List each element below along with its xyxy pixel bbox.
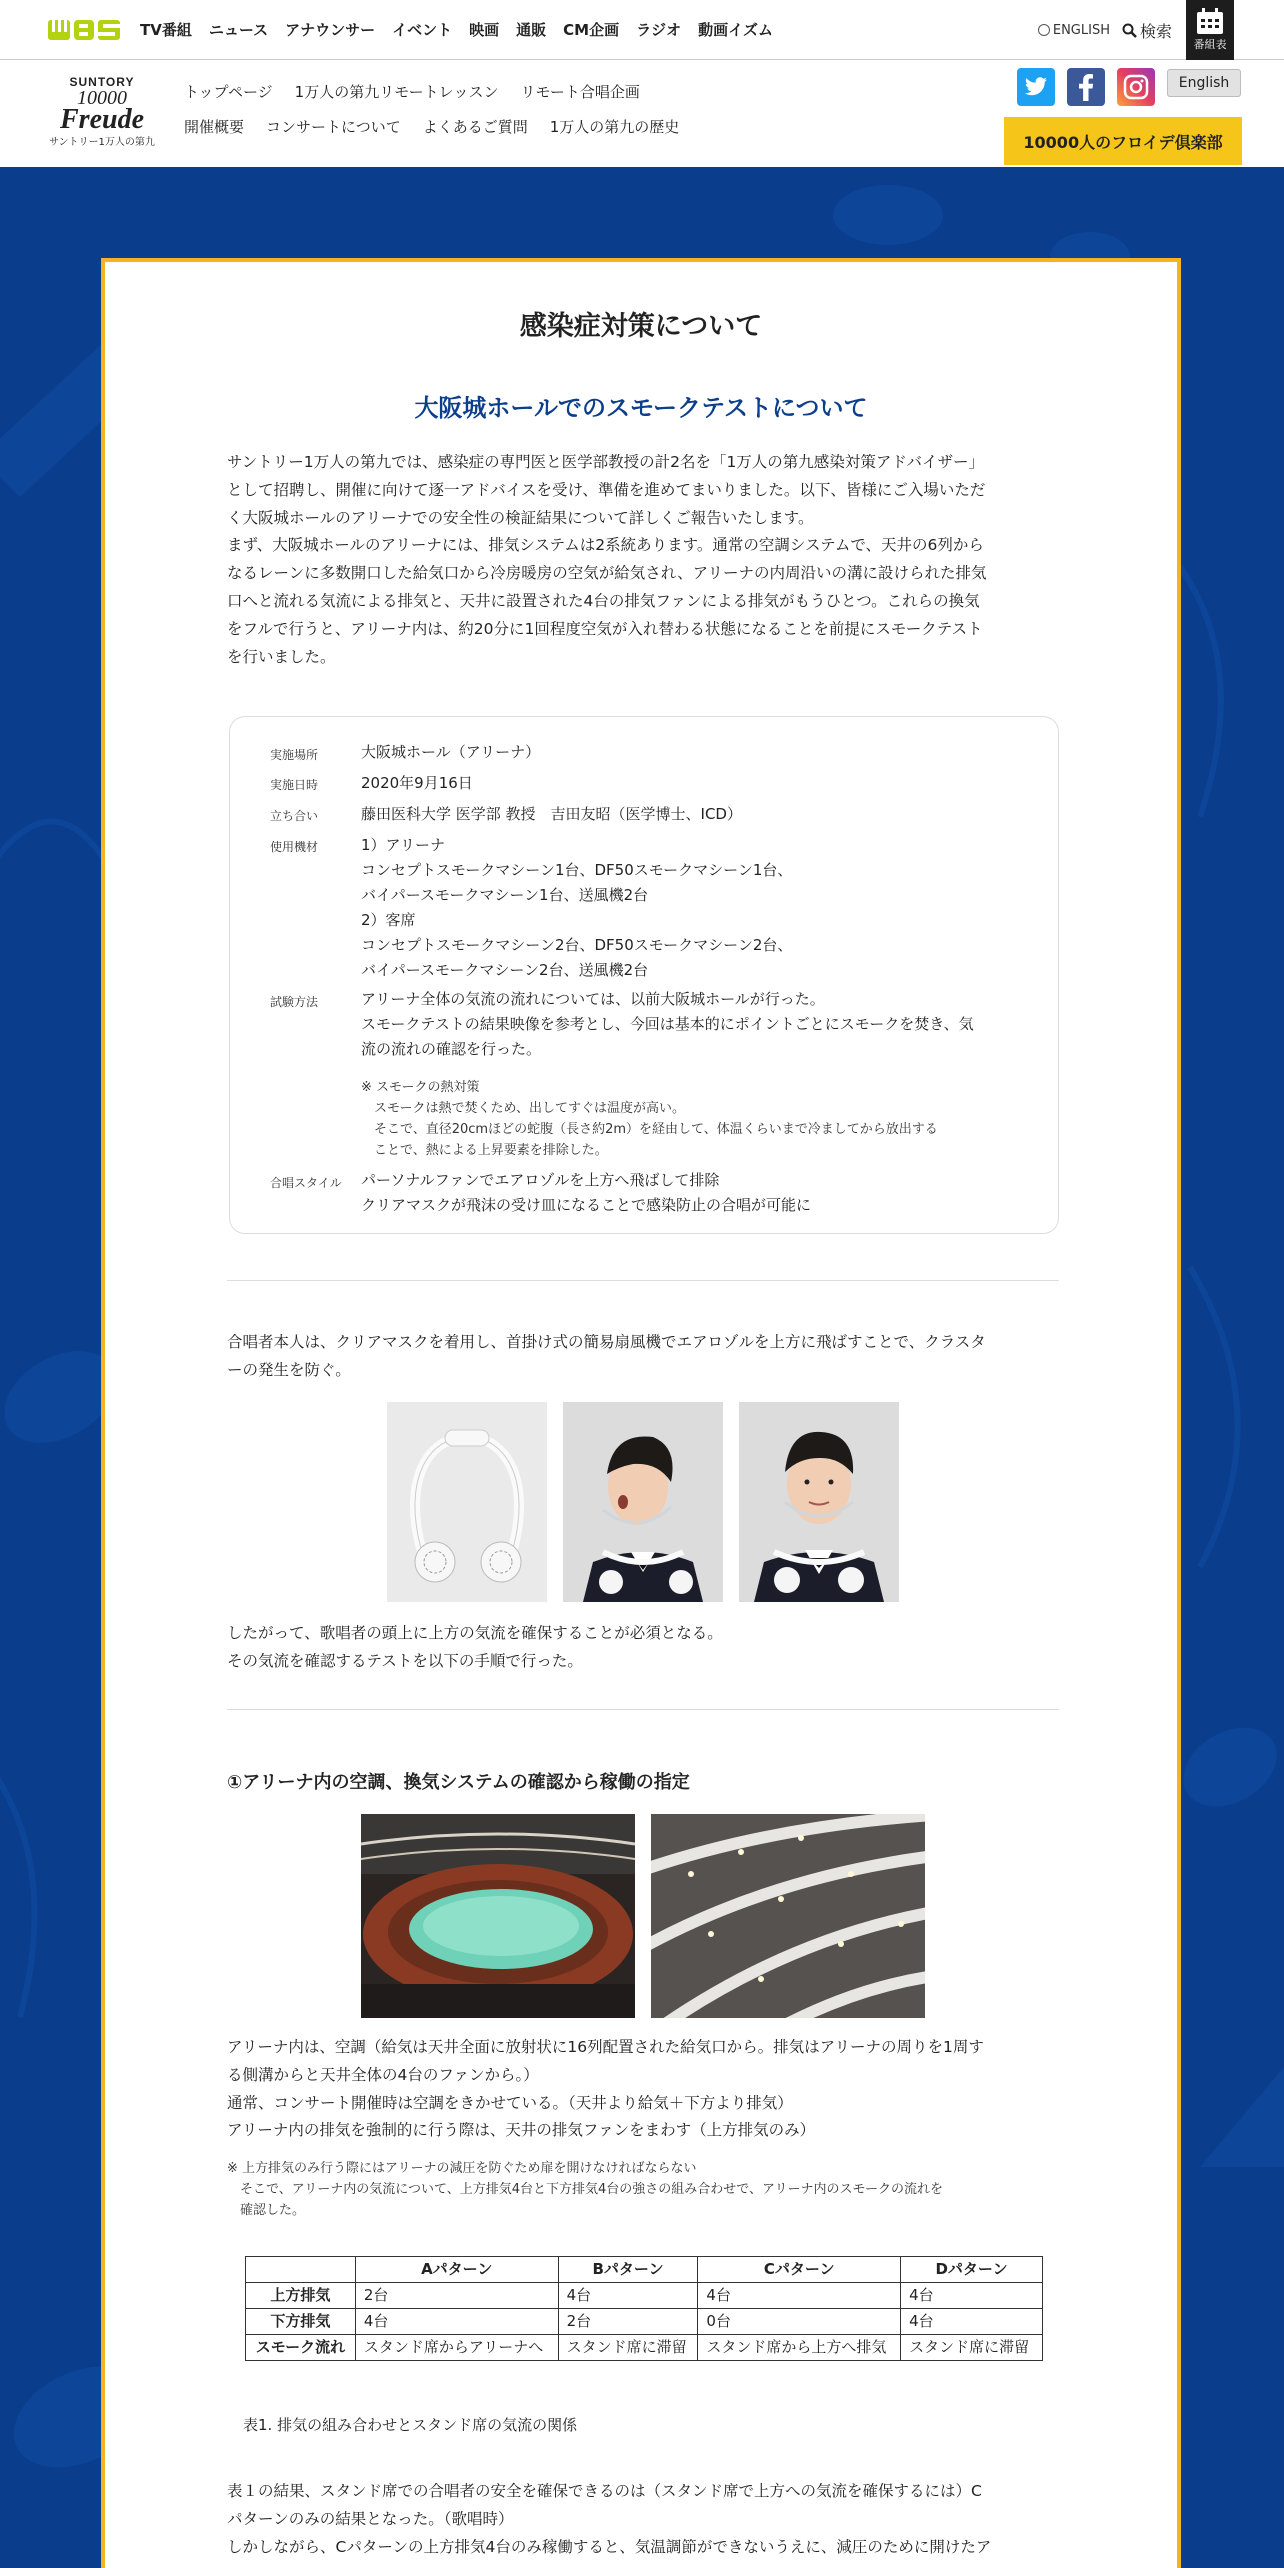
intro-line: をフルで行うと、アリーナ内は、約20分に1回程度空気が入れ替わる状態になることを前提にスモークテスト xyxy=(227,619,983,638)
row-header: 上方排気 xyxy=(246,2283,356,2309)
top-right-tools xyxy=(1038,0,1234,60)
table-cell: スタンド席からアリーナへ xyxy=(355,2335,558,2361)
mbs-global-nav xyxy=(140,19,790,40)
nav-announcer[interactable]: アナウンサー xyxy=(285,21,376,39)
english-link[interactable] xyxy=(1038,23,1110,38)
smoke-heat-note xyxy=(361,1077,938,1161)
program-guide-label: 番組表 xyxy=(1193,38,1227,51)
equipment-label: 使用機材 xyxy=(270,840,319,854)
neck-fan-photo xyxy=(387,1402,547,1602)
result-text xyxy=(227,2478,1061,2561)
method-line: アリーナ全体の気流の流れについては、以前大阪城ホールが行った。 xyxy=(361,990,825,1008)
table-row xyxy=(246,2309,1043,2335)
nav-event[interactable]: イベント xyxy=(392,21,453,39)
nav-history[interactable]: 1万人の第九の歴史 xyxy=(549,118,680,136)
table-cell: 4台 xyxy=(901,2283,1043,2309)
equipment-line: 2）客席 xyxy=(361,911,416,929)
venue-value: 大阪城ホール（アリーナ） xyxy=(361,743,541,761)
note-line: ※ 上方排気のみ行う際にはアリーナの減圧を防ぐため扉を開けなければならない xyxy=(227,2161,697,2176)
result-line: パターンのみの結果となった。（歌唱時） xyxy=(227,2509,514,2528)
search-link[interactable] xyxy=(1122,19,1172,42)
airflow-text xyxy=(227,1620,1061,1676)
section-heading: ①アリーナ内の空調、換気システムの確認から稼働の指定 xyxy=(227,1772,690,1793)
table-cell: 0台 xyxy=(698,2309,901,2335)
method-line: スモークテストの結果映像を参考とし、今回は基本的にポイントごとにスモークを焚き、気 xyxy=(361,1015,974,1033)
nav-faq[interactable]: よくあるご質問 xyxy=(422,118,528,136)
nav-remote-chorus[interactable]: リモート合唱企画 xyxy=(520,83,640,101)
style-value xyxy=(361,1168,811,1218)
table-header: Dパターン xyxy=(901,2257,1043,2283)
arena-line: る側溝からと天井全体の4台のファンから。） xyxy=(227,2065,539,2084)
table-row xyxy=(246,2335,1043,2361)
table-cell: 4台 xyxy=(558,2283,698,2309)
table-cell: 4台 xyxy=(698,2283,901,2309)
arena-photo xyxy=(361,1814,635,2018)
equipment-line: コンセプトスモークマシーン2台、DF50スモークマシーン2台、 xyxy=(361,936,793,954)
attendee-value: 藤田医科大学 医学部 教授 吉田友昭（医学博士、ICD） xyxy=(361,805,742,823)
nav-radio[interactable]: ラジオ xyxy=(636,21,682,39)
singer-side-photo xyxy=(563,1402,723,1602)
intro-line: サントリー1万人の第九では、感染症の専門医と医学部教授の計2名を「1万人の第九感染対策アドバイザー」 xyxy=(227,453,985,471)
site-nav-row1 xyxy=(184,81,662,102)
nav-overview[interactable]: 開催概要 xyxy=(184,118,245,136)
table-header: Bパターン xyxy=(558,2257,698,2283)
intro-line: 口へと流れる気流による排気と、天井に設置された4台の排気ファンによる排気がもうひとつ。これらの換気 xyxy=(227,591,980,610)
section-title: 大阪城ホールでのスモークテストについて xyxy=(414,394,868,422)
style-label: 合唱スタイル xyxy=(270,1176,342,1190)
style-line: クリアマスクが飛沫の受け皿になることで感染防止の合唱が可能に xyxy=(361,1196,812,1214)
mbs-top-bar xyxy=(0,0,1284,60)
page-title: 感染症対策について xyxy=(519,311,763,342)
table-cell: スタンド席に滞留 xyxy=(901,2335,1043,2361)
method-line: 流の流れの確認を行った。 xyxy=(361,1040,542,1058)
table-cell: スタンド席に滞留 xyxy=(558,2335,698,2361)
table-header-row xyxy=(246,2257,1043,2283)
twitter-icon[interactable] xyxy=(1017,68,1055,106)
table-cell: 4台 xyxy=(901,2309,1043,2335)
style-line: パーソナルファンでエアロゾルを上方へ飛ばして排除 xyxy=(361,1171,720,1189)
mask-line: 合唱者本人は、クリアマスクを着用し、首掛け式の簡易扇風機でエアロゾルを上方に飛ばすことで、クラスタ xyxy=(227,1333,986,1351)
row-header: スモーク流れ xyxy=(246,2335,356,2361)
equipment-line: コンセプトスモークマシーン1台、DF50スモークマシーン1台、 xyxy=(361,861,793,879)
nav-cm[interactable]: CM企画 xyxy=(563,21,620,39)
venue-label: 実施場所 xyxy=(270,748,319,762)
intro-line: として招聘し、開催に向けて逐一アドバイスを受け、準備を進めてまいりました。以下、皆様にご入場いただ xyxy=(227,480,986,499)
logo-number: 10000 xyxy=(77,87,127,109)
program-guide-button[interactable] xyxy=(1186,0,1234,60)
globe-icon xyxy=(1038,24,1050,36)
result-line: 表１の結果、スタンド席での合唱者の安全を確保できるのは（スタンド席で上方への気流を確保するには）C xyxy=(227,2482,982,2500)
nav-video[interactable]: 動画イズム xyxy=(698,21,773,39)
arena-line: 通常、コンサート開催時は空調をきかせている。（天井より給気＋下方より排気） xyxy=(227,2093,793,2112)
note-line: そこで、アリーナ内の気流について、上方排気4台と下方排気4台の強さの組み合わせで、アリーナ内のスモークの流れを xyxy=(227,2182,943,2197)
nav-tv[interactable]: TV番組 xyxy=(140,21,192,39)
intro-text xyxy=(227,449,1061,671)
arena-text xyxy=(227,2034,1061,2145)
mask-text xyxy=(227,1329,1061,1385)
exhaust-pattern-table xyxy=(245,2256,1043,2361)
english-link-label: ENGLISH xyxy=(1052,22,1110,38)
logo-word: Freude xyxy=(60,104,144,135)
table-caption: 表1. 排気の組み合わせとスタンド席の気流の関係 xyxy=(243,2416,578,2434)
mbs-logo[interactable] xyxy=(48,17,122,43)
airflow-line: したがって、歌唱者の頭上に上方の気流を確保することが必須となる。 xyxy=(227,1624,723,1642)
intro-line: を行いました。 xyxy=(227,647,336,666)
note-line: 確認した。 xyxy=(227,2203,306,2218)
intro-line: なるレーンに多数開口した給気口から冷房暖房の空気が給気され、アリーナの内周沿いの溝に設けられた排気 xyxy=(227,564,987,583)
equipment-line: バイパースモークマシーン2台、送風機2台 xyxy=(361,961,649,979)
test-info-box xyxy=(229,716,1059,1234)
table-cell: 2台 xyxy=(558,2309,698,2335)
logo-subtitle: サントリー1万人の第九 xyxy=(49,137,155,148)
nav-shopping[interactable]: 通販 xyxy=(516,21,547,39)
method-value xyxy=(361,987,974,1062)
nav-top[interactable]: トップページ xyxy=(184,83,273,101)
site-nav-row2 xyxy=(184,116,701,137)
date-value: 2020年9月16日 xyxy=(361,774,473,792)
english-button[interactable]: English xyxy=(1167,69,1241,97)
intro-line: く大阪城ホールのアリーナでの安全性の検証結果について詳しくご報告いたします。 xyxy=(227,508,814,527)
calendar-icon xyxy=(1195,8,1225,36)
table-cell: 4台 xyxy=(355,2309,558,2335)
nav-remote-lesson[interactable]: 1万人の第九リモートレッスン xyxy=(294,83,499,101)
airflow-line: その気流を確認するテストを以下の手順で行った。 xyxy=(227,1651,583,1670)
divider xyxy=(227,1280,1059,1281)
note-line: ことで、熱による上昇要素を排除した。 xyxy=(361,1143,608,1158)
nav-news[interactable]: ニュース xyxy=(208,21,269,39)
mask-line: ーの発生を防ぐ。 xyxy=(227,1360,351,1379)
table-row xyxy=(246,2283,1043,2309)
nav-concert[interactable]: コンサートについて xyxy=(266,118,401,136)
equipment-line: バイパースモークマシーン1台、送風機2台 xyxy=(361,886,649,904)
site-header xyxy=(0,61,1284,167)
table-header: Aパターン xyxy=(355,2257,558,2283)
arena-note xyxy=(227,2158,1057,2221)
equipment-line: 1）アリーナ xyxy=(361,836,445,854)
arena-line: アリーナ内は、空調（給気は天井全面に放射状に16列配置された給気口から。排気はアリーナの周りを1周す xyxy=(227,2038,984,2056)
singer-front-photo xyxy=(739,1402,899,1602)
equipment-value xyxy=(361,833,792,983)
table-cell: 2台 xyxy=(355,2283,558,2309)
note-line: スモークは熱で焚くため、出してすぐは温度が高い。 xyxy=(361,1101,685,1116)
content-card xyxy=(101,258,1181,2568)
instagram-icon[interactable] xyxy=(1117,68,1155,106)
freude-logo[interactable] xyxy=(40,75,164,151)
note-line: ※ スモークの熱対策 xyxy=(361,1080,480,1095)
date-label: 実施日時 xyxy=(270,778,319,792)
table-cell: スタンド席から上方へ排気 xyxy=(698,2335,901,2361)
ceiling-photo xyxy=(651,1814,925,2018)
facebook-icon[interactable] xyxy=(1067,68,1105,106)
result-line: しかしながら、Cパターンの上方排気4台のみ稼働すると、気温調節ができないうえに、減圧のために開けたア xyxy=(227,2537,992,2556)
logo-brand: SUNTORY xyxy=(69,75,135,89)
table-header xyxy=(246,2257,356,2283)
row-header: 下方排気 xyxy=(246,2309,356,2335)
nav-movie[interactable]: 映画 xyxy=(469,21,500,39)
freude-club-button[interactable]: 10000人のフロイデ倶楽部 xyxy=(1004,117,1242,165)
arena-line: アリーナ内の排気を強制的に行う際は、天井の排気ファンをまわす（上方排気のみ） xyxy=(227,2121,816,2140)
table-header: Cパターン xyxy=(698,2257,901,2283)
divider xyxy=(227,1709,1059,1710)
attendee-label: 立ち合い xyxy=(270,809,319,823)
search-label: 検索 xyxy=(1139,21,1172,41)
search-icon xyxy=(1122,23,1137,38)
method-label: 試験方法 xyxy=(270,995,319,1009)
intro-line: まず、大阪城ホールのアリーナには、排気システムは2系統あります。通常の空調システムで、天井の6列から xyxy=(227,536,984,555)
note-line: そこで、直径20cmほどの蛇腹（長さ約2m）を経由して、体温くらいまで冷ましてから放出する xyxy=(361,1122,938,1137)
